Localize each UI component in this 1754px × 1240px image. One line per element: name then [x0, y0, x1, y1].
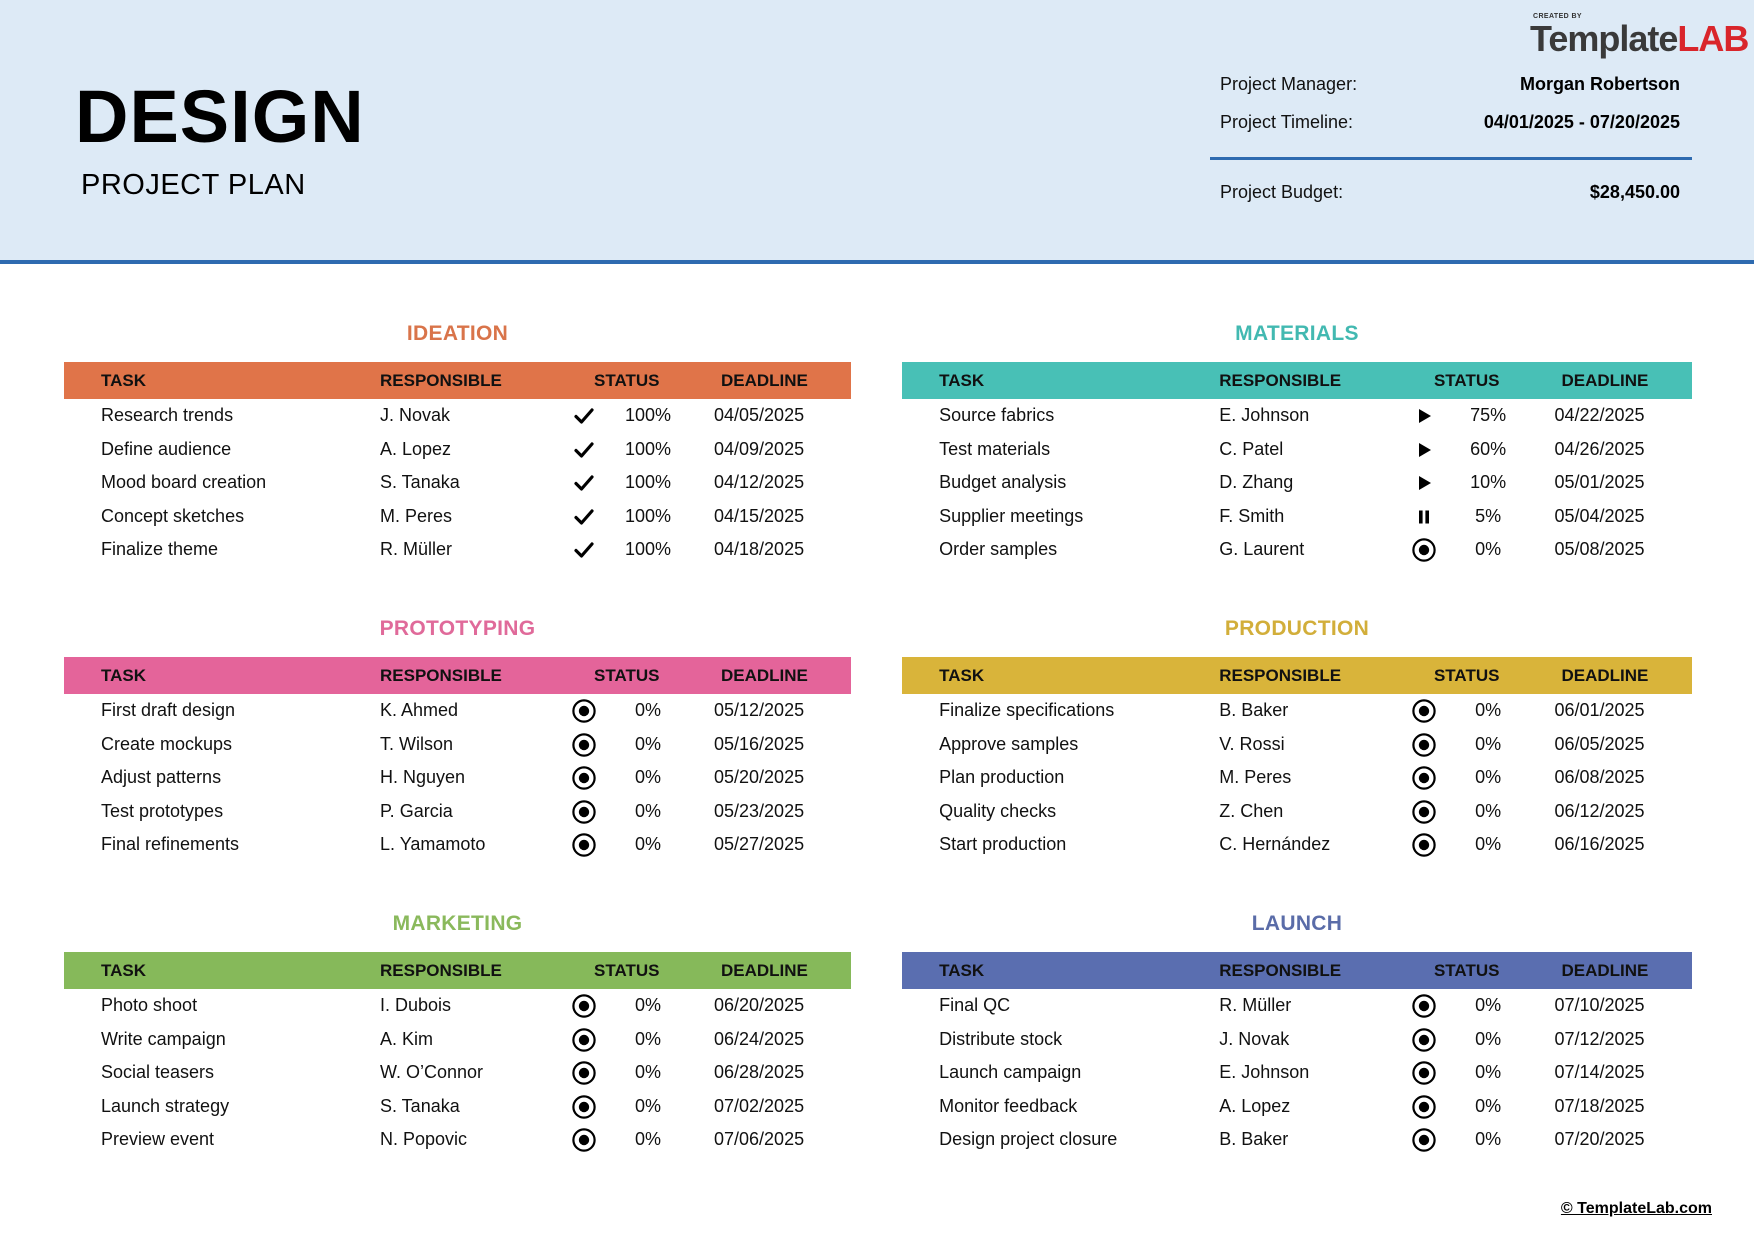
task-responsible: H. Nguyen	[380, 767, 466, 788]
section-header-bar	[902, 657, 1692, 694]
record-icon	[572, 1128, 596, 1146]
record-icon	[1412, 1028, 1436, 1046]
table-row	[902, 1090, 1692, 1124]
task-deadline: 05/23/2025	[714, 800, 805, 821]
section-title: PROTOTYPING	[379, 617, 536, 640]
task-status-percent: 60%	[1470, 438, 1507, 459]
section-header-bar	[902, 952, 1692, 989]
task-name: Mood board creation	[101, 472, 267, 493]
task-status-percent: 0%	[634, 800, 661, 821]
document-title: DESIGN	[75, 75, 365, 158]
table-row	[902, 500, 1692, 534]
task-responsible: T. Wilson	[380, 733, 454, 754]
task-list	[902, 989, 1692, 1157]
table-row	[64, 761, 851, 795]
column-header-status: STATUS	[1433, 961, 1500, 980]
task-name: Create mockups	[101, 733, 233, 754]
record-icon	[572, 833, 596, 851]
task-responsible: M. Peres	[1219, 767, 1292, 788]
table-row	[902, 433, 1692, 467]
task-name: Finalize theme	[101, 539, 219, 560]
record-icon	[1412, 538, 1436, 556]
section-title: LAUNCH	[1251, 912, 1343, 935]
table-row	[64, 433, 851, 467]
check-icon	[572, 541, 596, 559]
task-responsible: B. Baker	[1219, 1129, 1289, 1150]
section-title: PRODUCTION	[1224, 617, 1370, 640]
task-deadline: 05/08/2025	[1554, 539, 1645, 560]
task-deadline: 07/14/2025	[1554, 1062, 1645, 1083]
task-name: Quality checks	[939, 800, 1057, 821]
task-responsible: B. Baker	[1219, 700, 1289, 720]
task-deadline: 06/01/2025	[1554, 700, 1645, 720]
footer-copyright-link[interactable]: © TemplateLab.com	[1560, 1200, 1712, 1217]
section-title: IDEATION	[406, 322, 509, 345]
project-manager-label: Project Manager:	[1220, 74, 1358, 94]
info-divider	[1210, 157, 1692, 160]
task-responsible: Z. Chen	[1219, 800, 1284, 821]
table-row	[64, 1090, 851, 1124]
table-row	[902, 1123, 1692, 1157]
pause-icon	[1412, 508, 1436, 526]
task-status-percent: 0%	[634, 700, 661, 720]
task-name: Research trends	[101, 405, 234, 425]
task-name: Finalize specifications	[939, 700, 1115, 720]
task-status-percent: 0%	[634, 767, 661, 788]
task-responsible: L. Yamamoto	[380, 834, 486, 855]
task-status-percent: 0%	[1475, 700, 1502, 720]
task-deadline: 07/20/2025	[1554, 1129, 1645, 1150]
task-responsible: F. Smith	[1219, 505, 1285, 526]
task-name: Adjust patterns	[101, 767, 222, 788]
task-responsible: V. Rossi	[1219, 733, 1285, 754]
column-header-task: TASK	[101, 666, 147, 685]
logo-wordmark-lab: LAB	[1677, 18, 1749, 59]
section-marketing	[64, 910, 851, 1170]
task-status-percent: 0%	[1475, 800, 1502, 821]
task-responsible: R. Müller	[1219, 995, 1292, 1015]
task-name: Final QC	[939, 995, 1011, 1015]
task-responsible: M. Peres	[380, 505, 453, 526]
project-timeline-label: Project Timeline:	[1220, 112, 1354, 132]
task-responsible: J. Novak	[380, 405, 451, 425]
table-row	[902, 795, 1692, 829]
task-deadline: 06/20/2025	[714, 995, 805, 1015]
table-row	[64, 795, 851, 829]
task-deadline: 07/02/2025	[714, 1095, 805, 1116]
task-responsible: K. Ahmed	[380, 700, 459, 720]
task-name: Test prototypes	[101, 800, 224, 821]
table-row	[902, 989, 1692, 1023]
task-responsible: A. Kim	[380, 1028, 434, 1049]
project-timeline-row	[1210, 108, 1690, 136]
record-icon	[572, 1095, 596, 1113]
task-status-percent: 0%	[634, 834, 661, 855]
task-status-percent: 0%	[634, 733, 661, 754]
record-icon	[1412, 733, 1436, 751]
project-timeline-value: 04/01/2025 - 07/20/2025	[1483, 112, 1680, 132]
task-deadline: 06/05/2025	[1554, 733, 1645, 754]
section-header-bar	[64, 657, 851, 694]
task-responsible: R. Müller	[380, 539, 453, 560]
table-row	[902, 399, 1692, 433]
task-deadline: 04/09/2025	[714, 438, 805, 459]
task-responsible: C. Patel	[1219, 438, 1284, 459]
logo-wordmark-template: Template	[1530, 18, 1678, 59]
column-header-status: STATUS	[1433, 371, 1500, 390]
task-deadline: 06/08/2025	[1554, 767, 1645, 788]
section-header-bar	[64, 952, 851, 989]
column-header-deadline: DEADLINE	[1561, 666, 1649, 685]
column-header-deadline: DEADLINE	[721, 371, 808, 390]
record-icon	[1412, 994, 1436, 1012]
table-row	[64, 694, 851, 728]
task-status-percent: 10%	[1470, 472, 1507, 493]
section-ideation	[64, 320, 851, 580]
task-deadline: 06/28/2025	[714, 1062, 805, 1083]
document-subtitle: PROJECT PLAN	[81, 169, 306, 201]
task-responsible: A. Lopez	[1219, 1095, 1291, 1116]
task-status-percent: 75%	[1470, 405, 1507, 425]
project-budget-row	[1210, 178, 1690, 206]
task-status-percent: 5%	[1475, 505, 1502, 526]
section-header-bar	[902, 362, 1692, 399]
task-name: Supplier meetings	[939, 505, 1084, 526]
task-status-percent: 0%	[1475, 834, 1502, 855]
task-list	[64, 694, 851, 862]
table-row	[902, 1056, 1692, 1090]
task-status-percent: 0%	[634, 1062, 661, 1083]
task-list	[902, 399, 1692, 567]
task-status-percent: 0%	[1475, 1062, 1502, 1083]
column-header-responsible: RESPONSIBLE	[1219, 961, 1342, 980]
table-row	[64, 1023, 851, 1057]
table-row	[902, 761, 1692, 795]
task-name: Launch campaign	[939, 1062, 1082, 1083]
task-name: Social teasers	[101, 1062, 215, 1083]
task-name: First draft design	[101, 700, 236, 720]
task-deadline: 05/16/2025	[714, 733, 805, 754]
table-row	[64, 1123, 851, 1157]
record-icon	[572, 733, 596, 751]
task-deadline: 05/01/2025	[1554, 472, 1645, 493]
task-status-percent: 0%	[634, 1129, 661, 1150]
logo-created-by: CREATED BY	[1533, 13, 1582, 20]
table-row	[64, 533, 851, 567]
section-header-bar	[64, 362, 851, 399]
task-name: Design project closure	[939, 1129, 1118, 1150]
record-icon	[572, 699, 596, 717]
table-row	[64, 466, 851, 500]
table-row	[64, 828, 851, 862]
task-deadline: 05/04/2025	[1554, 505, 1645, 526]
task-status-percent: 0%	[1475, 767, 1502, 788]
task-deadline: 04/26/2025	[1554, 438, 1645, 459]
column-header-status: STATUS	[1433, 666, 1500, 685]
column-header-status: STATUS	[594, 371, 660, 390]
column-header-deadline: DEADLINE	[1561, 371, 1649, 390]
column-header-responsible: RESPONSIBLE	[380, 371, 502, 390]
section-prototyping	[64, 615, 851, 875]
table-row	[64, 989, 851, 1023]
record-icon	[1412, 699, 1436, 717]
task-status-percent: 0%	[634, 1028, 661, 1049]
task-responsible: W. O’Connor	[380, 1062, 484, 1083]
task-responsible: N. Popovic	[380, 1129, 468, 1150]
task-deadline: 06/12/2025	[1554, 800, 1645, 821]
table-row	[902, 728, 1692, 762]
task-status-percent: 100%	[624, 472, 672, 493]
column-header-deadline: DEADLINE	[1561, 961, 1649, 980]
column-header-responsible: RESPONSIBLE	[380, 666, 502, 685]
task-name: Approve samples	[939, 733, 1079, 754]
task-status-percent: 0%	[634, 995, 661, 1015]
task-responsible: G. Laurent	[1219, 539, 1305, 560]
task-responsible: C. Hernández	[1219, 834, 1331, 855]
column-header-responsible: RESPONSIBLE	[1219, 666, 1342, 685]
task-deadline: 05/12/2025	[714, 700, 805, 720]
task-name: Final refinements	[101, 834, 240, 855]
record-icon	[572, 1028, 596, 1046]
task-status-percent: 0%	[1475, 1028, 1502, 1049]
task-name: Start production	[939, 834, 1067, 855]
task-name: Define audience	[101, 438, 232, 459]
table-row	[64, 1056, 851, 1090]
play-icon	[1412, 441, 1436, 459]
column-header-task: TASK	[101, 371, 147, 390]
column-header-status: STATUS	[594, 666, 660, 685]
task-name: Plan production	[939, 767, 1065, 788]
play-icon	[1412, 474, 1436, 492]
section-production	[902, 615, 1692, 875]
check-icon	[572, 508, 596, 526]
task-responsible: E. Johnson	[1219, 405, 1310, 425]
task-deadline: 07/06/2025	[714, 1129, 805, 1150]
project-budget-value: $28,450.00	[1589, 182, 1680, 202]
record-icon	[1412, 766, 1436, 784]
record-icon	[1412, 833, 1436, 851]
header-band	[0, 0, 1754, 264]
templatelab-logo[interactable]	[1530, 13, 1749, 59]
record-icon	[572, 1061, 596, 1079]
column-header-task: TASK	[939, 666, 985, 685]
task-status-percent: 100%	[624, 438, 672, 459]
task-deadline: 04/12/2025	[714, 472, 805, 493]
task-list	[64, 989, 851, 1157]
project-budget-label: Project Budget:	[1220, 182, 1344, 202]
task-status-percent: 100%	[624, 505, 672, 526]
task-responsible: D. Zhang	[1219, 472, 1294, 493]
record-icon	[572, 800, 596, 818]
task-deadline: 07/10/2025	[1554, 995, 1645, 1015]
column-header-deadline: DEADLINE	[721, 961, 808, 980]
check-icon	[572, 441, 596, 459]
column-header-responsible: RESPONSIBLE	[380, 961, 502, 980]
project-manager-row	[1210, 70, 1690, 98]
task-name: Photo shoot	[101, 995, 198, 1015]
task-deadline: 07/18/2025	[1554, 1095, 1645, 1116]
task-deadline: 07/12/2025	[1554, 1028, 1645, 1049]
column-header-task: TASK	[939, 371, 985, 390]
section-title: MATERIALS	[1235, 322, 1359, 345]
play-icon	[1412, 407, 1436, 425]
project-manager-value: Morgan Robertson	[1520, 74, 1680, 94]
task-responsible: I. Dubois	[380, 995, 452, 1015]
task-status-percent: 0%	[1475, 1095, 1502, 1116]
column-header-task: TASK	[939, 961, 985, 980]
task-status-percent: 0%	[1475, 733, 1502, 754]
table-row	[902, 694, 1692, 728]
task-responsible: J. Novak	[1219, 1028, 1290, 1049]
task-deadline: 06/24/2025	[714, 1028, 805, 1049]
table-row	[64, 500, 851, 534]
task-name: Test materials	[939, 438, 1051, 459]
task-status-percent: 0%	[1475, 995, 1502, 1015]
task-status-percent: 0%	[1475, 1129, 1502, 1150]
table-row	[902, 1023, 1692, 1057]
column-header-status: STATUS	[594, 961, 660, 980]
task-name: Budget analysis	[939, 472, 1067, 493]
task-status-percent: 100%	[624, 539, 672, 560]
task-name: Concept sketches	[101, 505, 245, 526]
column-header-task: TASK	[101, 961, 147, 980]
task-responsible: P. Garcia	[380, 800, 453, 821]
task-list	[64, 399, 851, 567]
check-icon	[572, 474, 596, 492]
task-status-percent: 100%	[624, 405, 672, 425]
section-title: MARKETING	[392, 912, 523, 935]
task-deadline: 05/27/2025	[714, 834, 805, 855]
task-deadline: 05/20/2025	[714, 767, 805, 788]
task-responsible: A. Lopez	[380, 438, 452, 459]
record-icon	[572, 994, 596, 1012]
task-deadline: 04/05/2025	[714, 405, 805, 425]
task-deadline: 04/18/2025	[714, 539, 805, 560]
task-list	[902, 694, 1692, 862]
check-icon	[572, 407, 596, 425]
task-deadline: 06/16/2025	[1554, 834, 1645, 855]
column-header-deadline: DEADLINE	[721, 666, 808, 685]
task-status-percent: 0%	[1475, 539, 1502, 560]
section-materials	[902, 320, 1692, 580]
task-responsible: S. Tanaka	[380, 472, 460, 493]
column-header-responsible: RESPONSIBLE	[1219, 371, 1342, 390]
task-status-percent: 0%	[634, 1095, 661, 1116]
task-name: Distribute stock	[939, 1028, 1063, 1049]
table-row	[902, 828, 1692, 862]
task-responsible: E. Johnson	[1219, 1062, 1310, 1083]
task-name: Source fabrics	[939, 405, 1055, 425]
table-row	[64, 728, 851, 762]
record-icon	[1412, 1095, 1436, 1113]
task-name: Order samples	[939, 539, 1058, 560]
logo-wordmark	[1530, 19, 1748, 59]
table-row	[64, 399, 851, 433]
task-deadline: 04/22/2025	[1554, 405, 1645, 425]
record-icon	[1412, 800, 1436, 818]
record-icon	[572, 766, 596, 784]
task-name: Monitor feedback	[939, 1095, 1078, 1116]
section-launch	[902, 910, 1692, 1170]
task-name: Write campaign	[101, 1028, 226, 1049]
table-row	[902, 466, 1692, 500]
table-row	[902, 533, 1692, 567]
task-responsible: S. Tanaka	[380, 1095, 460, 1116]
record-icon	[1412, 1128, 1436, 1146]
task-name: Preview event	[101, 1129, 215, 1150]
record-icon	[1412, 1061, 1436, 1079]
task-name: Launch strategy	[101, 1095, 230, 1116]
task-deadline: 04/15/2025	[714, 505, 805, 526]
